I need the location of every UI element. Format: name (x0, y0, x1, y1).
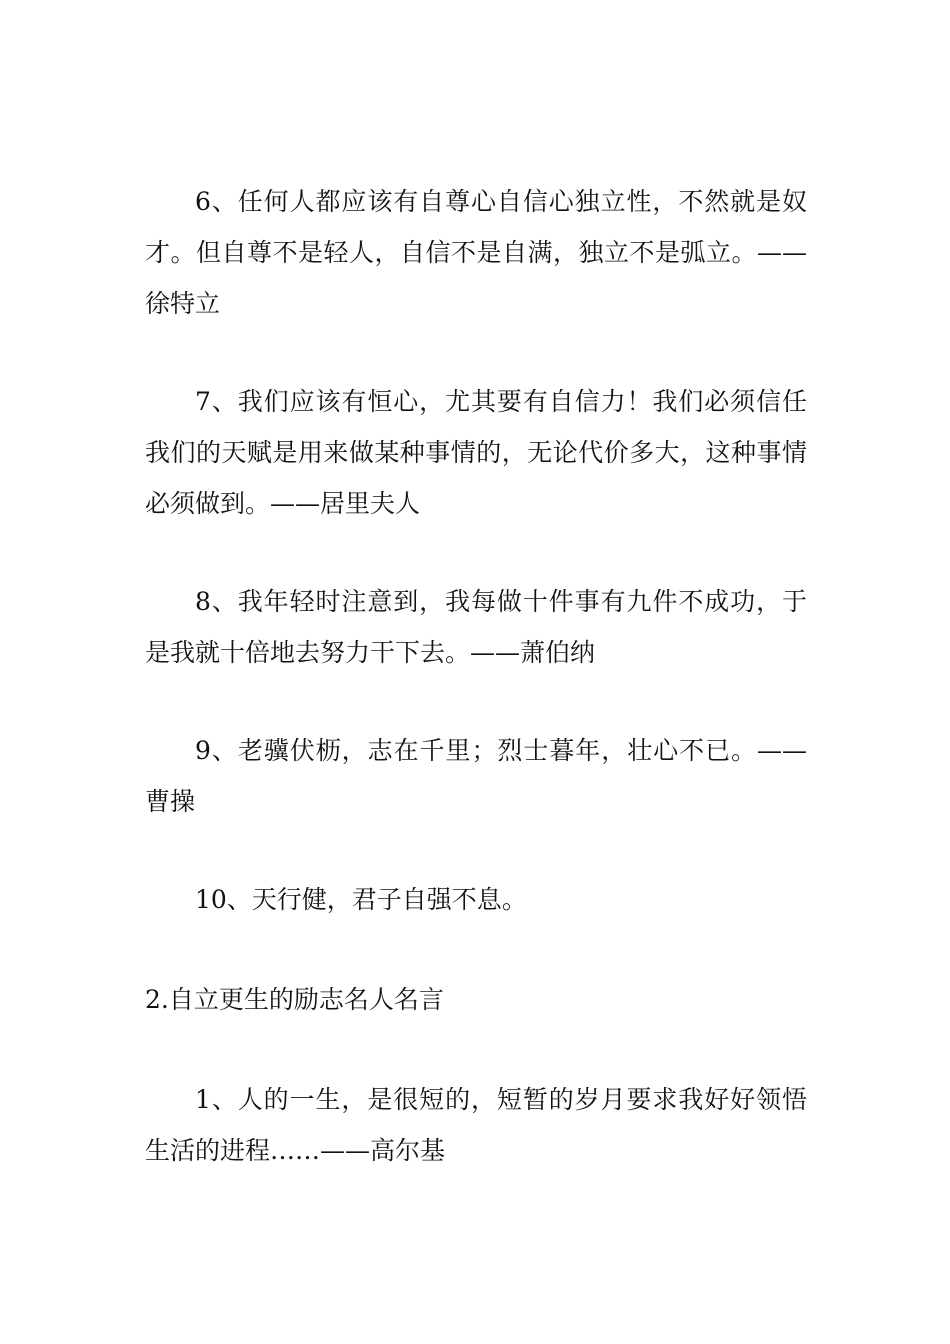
quote-paragraph-6: 6、任何人都应该有自尊心自信心独立性，不然就是奴才。但自尊不是轻人，自信不是自满，独立不是弧立。——徐特立 (145, 187, 807, 318)
quote-paragraph-7: 7、我们应该有恒心，尤其要有自信力！我们必须信任我们的天赋是用来做某种事情的，无论代价多大，这种事情必须做到。——居里夫人 (145, 387, 807, 518)
quote-paragraph-10: 10、天行健，君子自强不息。 (195, 885, 527, 914)
quote-paragraph-1: 1、人的一生，是很短的，短暂的岁月要求我好好领悟生活的进程……——高尔基 (145, 1085, 807, 1165)
quote-paragraph-9: 9、老骥伏枥，志在千里；烈士暮年，壮心不已。——曹操 (145, 736, 807, 816)
section-heading: 2.自立更生的励志名人名言 (145, 985, 444, 1014)
quote-paragraph-8: 8、我年轻时注意到，我每做十件事有九件不成功，于是我就十倍地去努力干下去。——萧伯纳 (145, 587, 807, 667)
